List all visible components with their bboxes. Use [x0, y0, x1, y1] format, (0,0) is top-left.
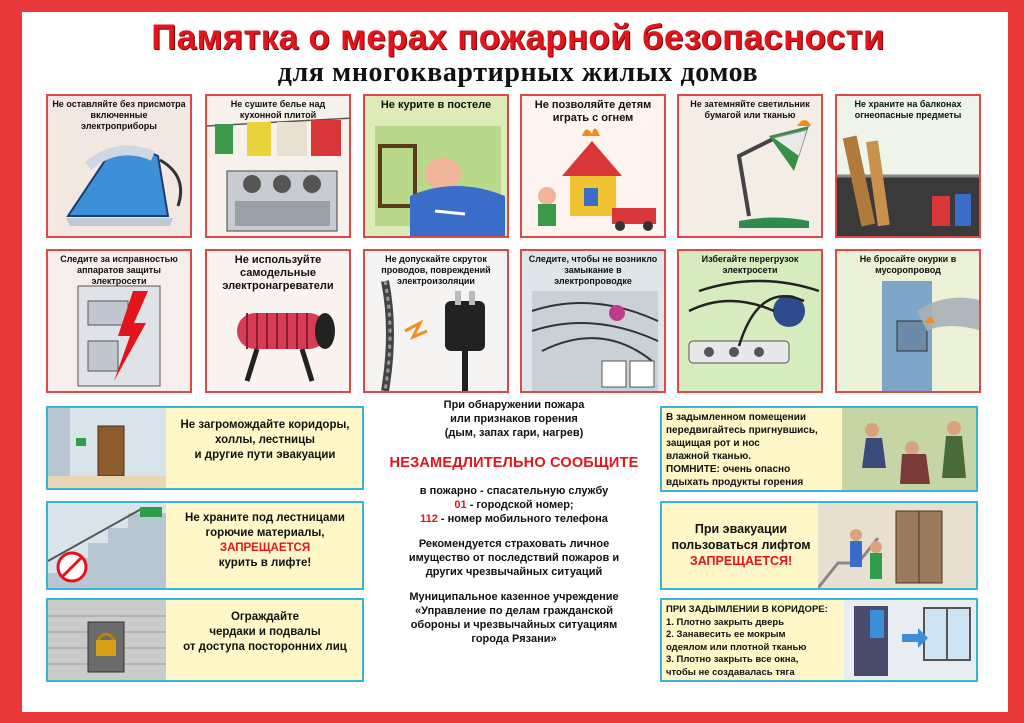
tile-bed [363, 94, 509, 238]
poster-subtitle: для многоквартирных жилых домов [277, 57, 759, 88]
tile-overload [677, 249, 823, 393]
tile-wiring [520, 249, 666, 393]
bed-smoking-icon [365, 96, 509, 238]
tile-plug [363, 249, 509, 393]
stairs-icon [48, 503, 166, 588]
door-window-icon [844, 600, 976, 680]
tile-lamp [677, 94, 823, 238]
box-smoke-text: В задымленном помещении передвигайтесь пригнувшись, защищая рот и нос влажной тканью. ПОМНИТЕ: очень опасно вдыхать продукты горения [666, 412, 818, 488]
tile-iron [46, 94, 192, 238]
tile-caption: Не допускайте скруток проводов, повреждений электроизоляции [381, 254, 491, 286]
exit-door-icon [48, 408, 166, 488]
tile-caption: Не затемняйте светильник бумагой или тканью [690, 99, 810, 120]
lift-prohibited-label: ЗАПРЕЩАЕТСЯ! [689, 554, 793, 568]
padlock-icon [48, 600, 166, 680]
phone-112: 112 [420, 513, 438, 525]
box-smoke [660, 406, 978, 492]
box-evacuation-routes [46, 406, 364, 490]
tile-caption: Следите, чтобы не возникло замыкание в электропроводке [528, 254, 658, 286]
elevator-icon [818, 503, 978, 588]
tile-chute [835, 249, 981, 393]
crouching-people-icon [842, 408, 978, 490]
tile-caption: Избегайте перегрузок электросети [701, 254, 799, 275]
tile-caption: Не позволяйте детям играть с огнем [534, 99, 652, 124]
tile-caption: Не используйте самодельные электронагреватели [222, 254, 334, 292]
box-attics [46, 598, 364, 682]
box-lift-text: При эвакуации пользоваться лифтом ЗАПРЕЩАЕТСЯ! [666, 521, 816, 569]
box-attics-text: Ограждайте чердаки и подвалы от доступа посторонних лиц [183, 611, 347, 653]
tile-caption: Не сушите белье над кухонной плитой [230, 99, 326, 120]
box-corridor-text: ПРИ ЗАДЫМЛЕНИИ В КОРИДОРЕ: 1. Плотно закрыть дверь 2. Занавесить ее мокрым одеялом или плотной тканью 3. Плотно закрыть все окна, чтобы не создавалась тяга [666, 604, 828, 678]
box-evacuation-text: Не загромождайте коридоры, холлы, лестницы и другие пути эвакуации [180, 419, 350, 461]
tile-balcony [835, 94, 981, 238]
tile-caption: Следите за исправностью аппаратов защиты электросети [60, 254, 178, 286]
tile-caption: Не бросайте окурки в мусоропровод [859, 254, 957, 275]
tile-heater [205, 249, 351, 393]
tile-breaker [46, 249, 192, 393]
box-stairs-text: Не храните под лестницами горючие материалы, ЗАПРЕЩАЕТСЯ курить в лифте! [170, 511, 360, 571]
phone-01: 01 [454, 499, 467, 511]
fire-report-instructions: При обнаружении пожара или признаков горения (дым, запах гари, нагрев) НЕЗАМЕДЛИТЕЛЬНО СООБЩИТЕ в пожарно - спасательную службу 01 - городской номер; 112 - номер мобильного телефона Рекомендуется страховать личное имущество от последствий пожаров и других чрезвычайных ситуаций Муниципальное казенное учреждение «Управление по делам гражданской обороны и чрезвычайных ситуациям города Рязани» [368, 398, 660, 646]
tile-caption: Не храните на балконах огнеопасные предметы [854, 99, 962, 120]
tile-caption: Не курите в постеле [380, 99, 492, 111]
box-stairs [46, 501, 364, 590]
mobile-phone-line: 112 - номер мобильного телефона [420, 513, 608, 525]
tile-child [520, 94, 666, 238]
city-phone-line: 01 - городской номер; [454, 499, 574, 511]
tile-stove [205, 94, 351, 238]
poster-title: Памятка о мерах пожарной безопасности [151, 18, 885, 57]
report-immediately-alert: НЕЗАМЕДЛИТЕЛЬНО СООБЩИТЕ [389, 455, 639, 471]
box-corridor [660, 598, 978, 682]
prohibited-label: ЗАПРЕЩАЕТСЯ [219, 542, 311, 554]
box-lift [660, 501, 978, 590]
tile-caption: Не оставляйте без присмотра включенные электроприборы [52, 99, 186, 131]
